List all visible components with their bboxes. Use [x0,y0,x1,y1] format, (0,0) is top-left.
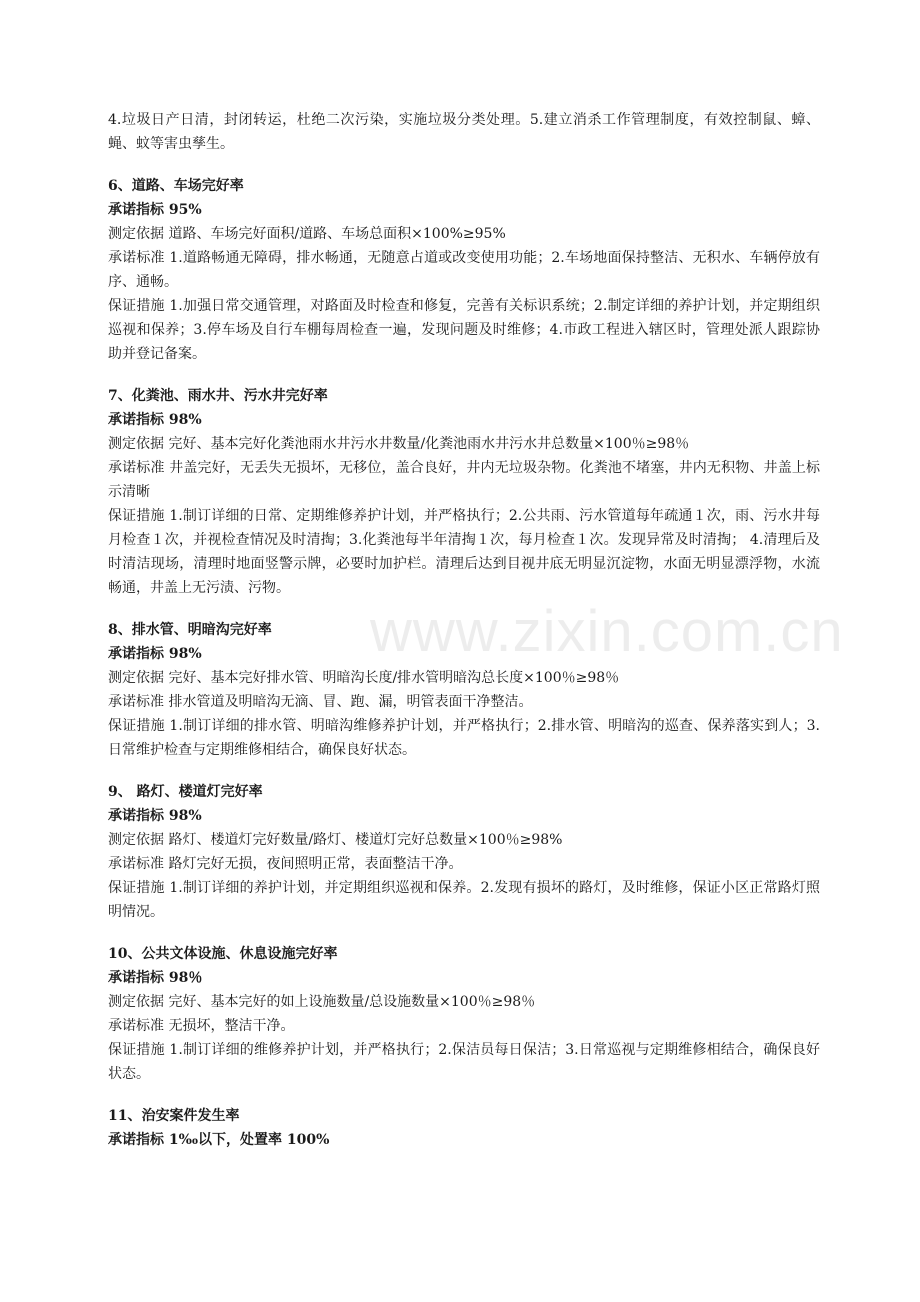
intro-paragraph: 4.垃圾日产日清，封闭转运，杜绝二次污染，实施垃圾分类处理。5.建立消杀工作管理制度，有效控制鼠、蟑、蝇、蚊等害虫孳生。 [108,112,820,152]
section-title: 7、化粪池、雨水井、污水井完好率 [108,388,328,404]
commitment-indicator: 承诺指标 1‰以下，处置率 100% [108,1132,330,1148]
commitment-indicator: 承诺指标 98% [108,808,202,824]
section-street-lights [108,780,820,924]
measurement-basis: 测定依据 完好、基本完好化粪池雨水井污水井数量/化粪池雨水井污水井总数量×100％≥98％ [108,436,690,452]
section-title: 11、治安案件发生率 [108,1108,240,1124]
document-page [108,108,820,1152]
measurement-basis: 测定依据 完好、基本完好排水管、明暗沟长度/排水管明暗沟总长度×100％≥98％ [108,670,620,686]
commitment-indicator: 承诺指标 98% [108,646,202,662]
section-septic-wells [108,384,820,600]
measurement-basis: 测定依据 道路、车场完好面积/道路、车场总面积×100%≥95% [108,226,506,242]
guarantee-measures: 保证措施 1.制订详细的排水管、明暗沟维修养护计划，并严格执行；2.排水管、明暗沟的巡查、保养落实到人；3.日常维护检查与定期维修相结合，确保良好状态。 [108,718,820,758]
guarantee-measures: 保证措施 1.制订详细的养护计划，并定期组织巡视和保养。2.发现有损坏的路灯，及时维修，保证小区正常路灯照明情况。 [108,880,820,920]
section-title: 8、排水管、明暗沟完好率 [108,622,272,638]
commitment-standard: 承诺标准 路灯完好无损，夜间照明正常，表面整洁干净。 [108,856,463,872]
section-title: 9、 路灯、楼道灯完好率 [108,784,263,800]
section-title: 6、道路、车场完好率 [108,178,244,194]
section-public-facilities [108,942,820,1086]
commitment-indicator: 承诺指标 95% [108,202,202,218]
commitment-standard: 承诺标准 排水管道及明暗沟无滴、冒、跑、漏，明管表面干净整洁。 [108,694,533,710]
section-title: 10、公共文体设施、休息设施完好率 [108,946,338,962]
section-security-incidents [108,1104,820,1152]
section-road-parking [108,174,820,366]
guarantee-measures: 保证措施 1.制订详细的日常、定期维修养护计划，并严格执行；2.公共雨、污水管道每年疏通１次，雨、污水井每月检查１次，并视检查情况及时清掏；3.化粪池每半年清掏１次，每月检查１次。发现异常及时清掏； 4.清理后及时清洁现场，清理时地面竖警示牌，必要时加护栏。清理后达到目视井底无明显沉淀物，水面无明显漂浮物，水流畅通，井盖上无污渍、污物。 [108,508,820,596]
commitment-indicator: 承诺指标 98% [108,412,202,428]
commitment-standard: 承诺标准 无损坏，整洁干净。 [108,1018,295,1034]
commitment-standard: 承诺标准 井盖完好，无丢失无损坏，无移位，盖合良好，井内无垃圾杂物。化粪池不堵塞，井内无积物、井盖上标示清晰 [108,460,820,500]
commitment-indicator: 承诺指标 98％ [108,970,203,986]
commitment-standard: 承诺标准 1.道路畅通无障碍，排水畅通，无随意占道或改变使用功能；2.车场地面保持整洁、无积水、车辆停放有序、通畅。 [108,250,820,290]
measurement-basis: 测定依据 完好、基本完好的如上设施数量/总设施数量×100％≥98％ [108,994,536,1010]
guarantee-measures: 保证措施 1.加强日常交通管理，对路面及时检查和修复，完善有关标识系统；2.制定详细的养护计划，并定期组织巡视和保养；3.停车场及自行车棚每周检查一遍，发现问题及时维修；4.市政工程进入辖区时，管理处派人跟踪协助并登记备案。 [108,298,820,362]
guarantee-measures: 保证措施 1.制订详细的维修养护计划，并严格执行；2.保洁员每日保洁；3.日常巡视与定期维修相结合，确保良好状态。 [108,1042,820,1082]
measurement-basis: 测定依据 路灯、楼道灯完好数量/路灯、楼道灯完好总数量×100％≥98% [108,832,563,848]
watermark: www.zixin.com.cn [370,599,844,664]
section-drainage [108,618,820,762]
